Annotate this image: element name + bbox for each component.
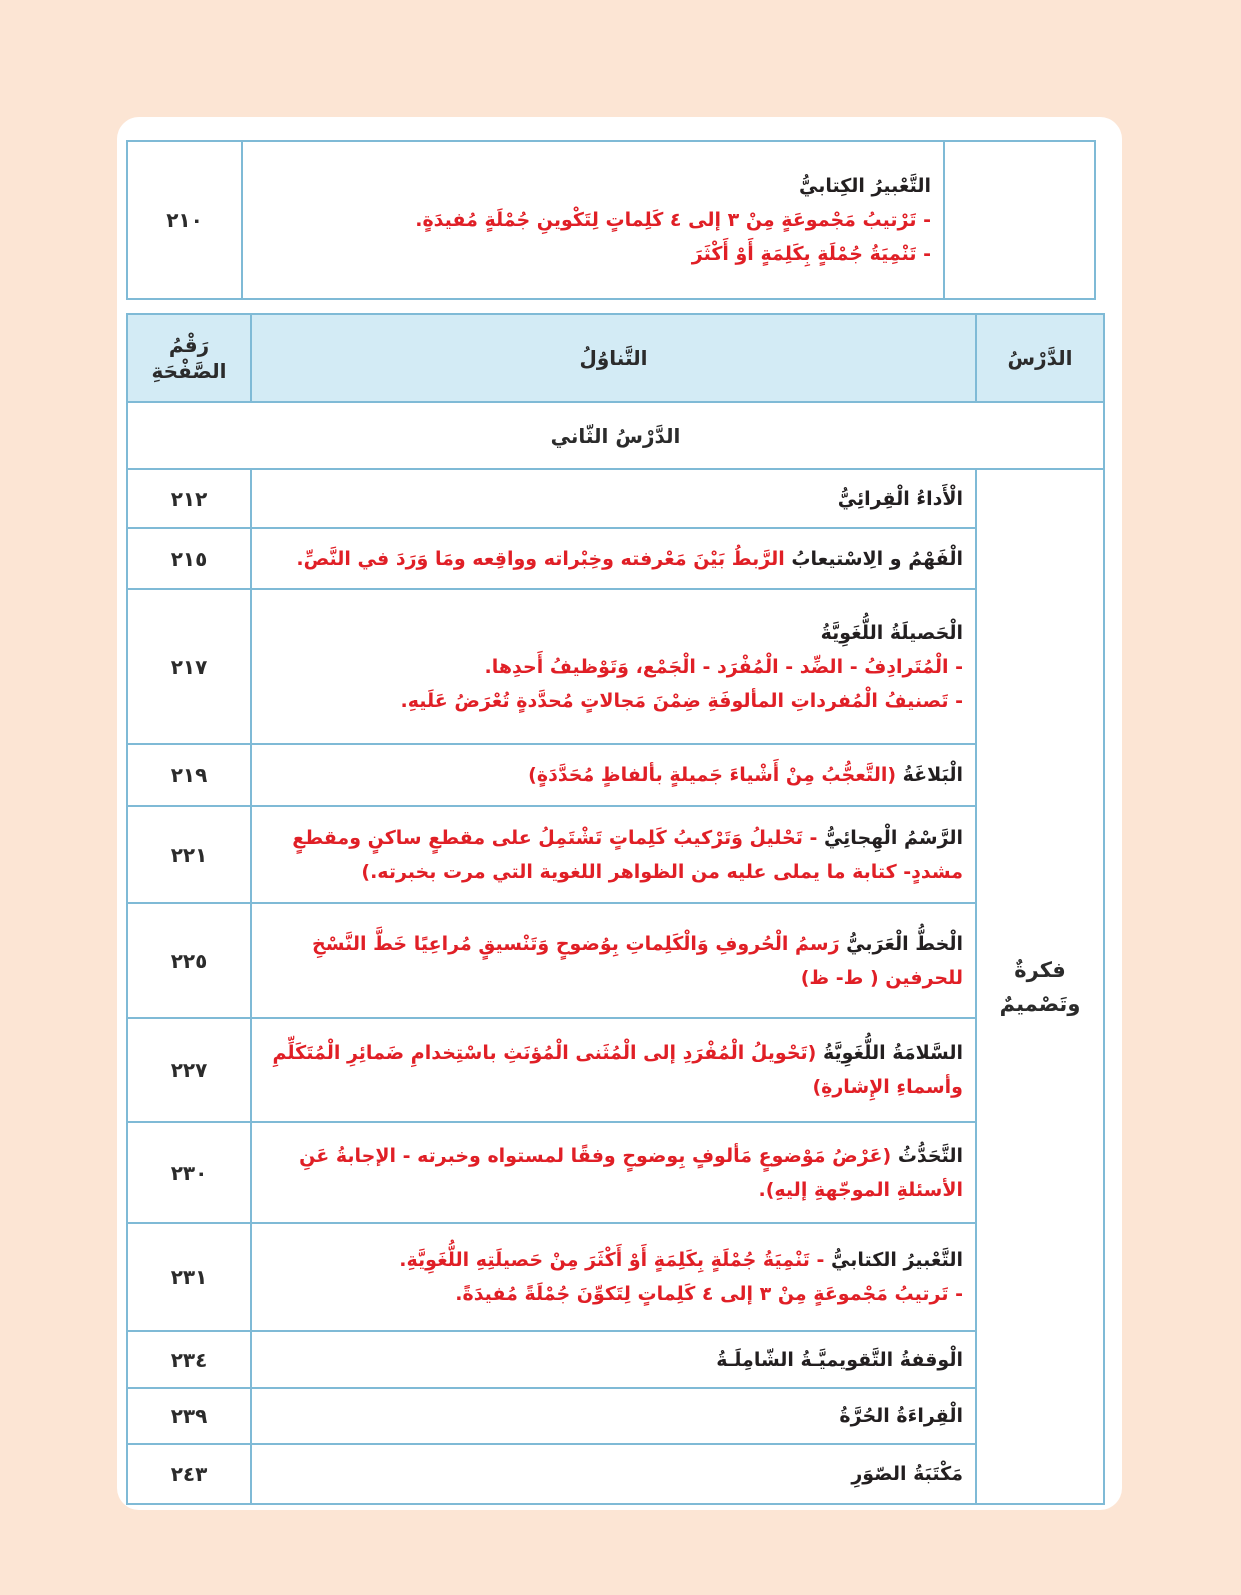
topic-detail: (عَرْضُ مَوْضوعٍ مَألوفٍ بِوضوحٍ وفقًا لمستواه وخبرته - الإجابةُ عَنِ الأسئلةِ الموجّهةِ إليهِ). <box>299 1144 963 1201</box>
page-number: ٢٣٤ <box>127 1331 251 1388</box>
topic-detail: (التَّعجُّبُ مِنْ أَشْياءَ جَميلةٍ بألفاظٍ مُحَدَّدَةٍ) <box>528 764 897 786</box>
table-row <box>127 806 1104 903</box>
page-number: ٢١٢ <box>127 469 251 528</box>
topic-line: - الْمُتَرادِفُ - الضِّد - الْمُفْرَد - الْجَمْع، وَتَوْظيفُ أَحدِها. <box>484 655 963 678</box>
empty-lesson-cell <box>944 141 1095 299</box>
topic-detail: (تَحْويلُ الْمُفْرَدِ إلى الْمُثَنى الْمُؤنَثِ باسْتِخدامِ ضَمائِرِ الْمُتَكَلِّمِ وأسماءِ الإِشارةِ) <box>272 1042 963 1098</box>
topic-cell <box>251 1444 976 1504</box>
topic-detail: رَسمُ الْحُروفِ وَالْكَلِماتِ بِوُضوحٍ وَتَنْسيقٍ مُراعِيًا خَطَّ النَّسْخِ للحرفين ( ط- ظ) <box>312 932 963 989</box>
lesson-name <box>976 469 1104 1504</box>
topic-cell <box>251 1223 976 1331</box>
topic-cell <box>242 141 944 299</box>
lesson-name-line2: وتَصْميمٌ <box>999 991 1081 1016</box>
page-number: ٢١٥ <box>127 528 251 589</box>
topic-title: التَّحَدُّثُ <box>897 1144 963 1167</box>
header-page-line1: رَقْمُ <box>168 333 210 357</box>
table-row <box>127 903 1104 1018</box>
table-row <box>127 469 1104 528</box>
page-number: ٢٣١ <box>127 1223 251 1331</box>
table-row <box>127 1444 1104 1504</box>
topic-cell <box>251 469 976 528</box>
lesson-name-line1: فكرةٌ <box>1014 957 1066 982</box>
page-number: ٢٢٥ <box>127 903 251 1018</box>
topic-cell <box>251 1018 976 1122</box>
topic-title: السَّلامَةُ اللُّغَوِيَّةُ <box>822 1042 963 1064</box>
topic-cell <box>251 806 976 903</box>
topic-title: الْقِراءَةُ الحُرَّةُ <box>839 1405 963 1427</box>
page-number: ٢١٩ <box>127 744 251 806</box>
table-row <box>127 1388 1104 1444</box>
topic-title: التَّعْبيرُ الكتابيُّ <box>830 1249 963 1271</box>
topic-cell <box>251 903 976 1018</box>
table-row <box>127 744 1104 806</box>
topic-line: - تَرتيبُ مَجْموعَةٍ مِنْ ٣ إلى ٤ كَلِماتٍ لِتَكوِّنَ جُمْلَةً مُفيدَةً. <box>455 1283 963 1305</box>
table-row <box>127 528 1104 589</box>
topic-cell <box>251 744 976 806</box>
header-content: التَّناوُلُ <box>251 314 976 402</box>
topic-title: مَكْتَبَةُ الصّوَرِ <box>851 1463 963 1485</box>
header-page-line2: الصَّفْحَةِ <box>151 359 227 383</box>
topic-detail: - تَحْليلُ وَتَرْكيبُ كَلِماتٍ تَشْتَمِلُ على مقطعٍ ساكنٍ ومقطعٍ مشددٍ- كتابة ما يملى عليه من الظواهر اللغوية التي مرت بخبرته.) <box>292 826 963 883</box>
topic-detail: الرَّبطُ بَيْنَ مَعْرفته وخِبْراته وواقِعه ومَا وَرَدَ في النَّصِّ. <box>296 547 785 570</box>
header-lesson: الدَّرْسُ <box>976 314 1104 402</box>
table-row <box>127 1223 1104 1331</box>
header-page <box>127 314 251 402</box>
topic-title: الرَّسْمُ الْهِجائِيُّ <box>823 826 963 849</box>
topic-title: الْأَداءُ الْقِرائِيُّ <box>837 487 963 510</box>
table-row <box>127 589 1104 744</box>
contents-table <box>126 313 1105 1505</box>
top-table <box>126 140 1096 300</box>
topic-line: - تَصنيفُ الْمُفرداتِ المألوفَةِ ضِمْنَ مَجالاتٍ مُحدَّدةٍ تُعْرَضُ عَلَيهِ. <box>400 689 963 712</box>
page-number: ٢٢١ <box>127 806 251 903</box>
topic-cell <box>251 1122 976 1223</box>
section-row <box>127 402 1104 469</box>
table-row <box>127 1018 1104 1122</box>
page-number: ٢١٠ <box>127 141 242 299</box>
topic-title: الْحَصيلَةُ اللُّغَوِيَّةُ <box>820 621 963 644</box>
topic-title: الْفَهْمُ و الِاسْتيعابُ <box>791 547 963 570</box>
topic-title: الْبَلاغَةُ <box>902 764 963 786</box>
table-row <box>127 1122 1104 1223</box>
topic-title: التَّعْبيرُ الكِتابيُّ <box>798 175 931 197</box>
topic-cell <box>251 528 976 589</box>
topic-cell <box>251 1388 976 1444</box>
section-title: الدَّرْسُ الثّاني <box>127 402 1104 469</box>
topic-title: الْوقفةُ التَّقويميَّـةُ الشّامِلَـةُ <box>716 1348 963 1371</box>
topic-cell <box>251 1331 976 1388</box>
table-row <box>127 1331 1104 1388</box>
content-card <box>117 117 1122 1510</box>
topic-title: الْخطُّ الْعَرَبيُّ <box>846 932 963 955</box>
table-row <box>127 141 1095 299</box>
page-number: ٢٢٧ <box>127 1018 251 1122</box>
topic-cell <box>251 589 976 744</box>
topic-line: - تَرْتيبُ مَجْموعَةٍ مِنْ ٣ إلى ٤ كَلِماتٍ لِتَكْوينِ جُمْلَةٍ مُفيدَةٍ. <box>415 209 931 231</box>
topic-line: - تَنْمِيَةُ جُمْلَةٍ بِكَلِمَةٍ أَوْ أَكْثَرَ <box>691 243 931 265</box>
page-number: ٢٣٩ <box>127 1388 251 1444</box>
table-header <box>127 314 1104 402</box>
page-number: ٢١٧ <box>127 589 251 744</box>
page-number: ٢٤٣ <box>127 1444 251 1504</box>
page-number: ٢٣٠ <box>127 1122 251 1223</box>
topic-detail: - تَنْمِيَةُ جُمْلَةٍ بِكَلِمَةٍ أَوْ أَكْثَرَ مِنْ حَصيلَتِهِ اللُّغَوِيَّةِ. <box>399 1249 825 1271</box>
